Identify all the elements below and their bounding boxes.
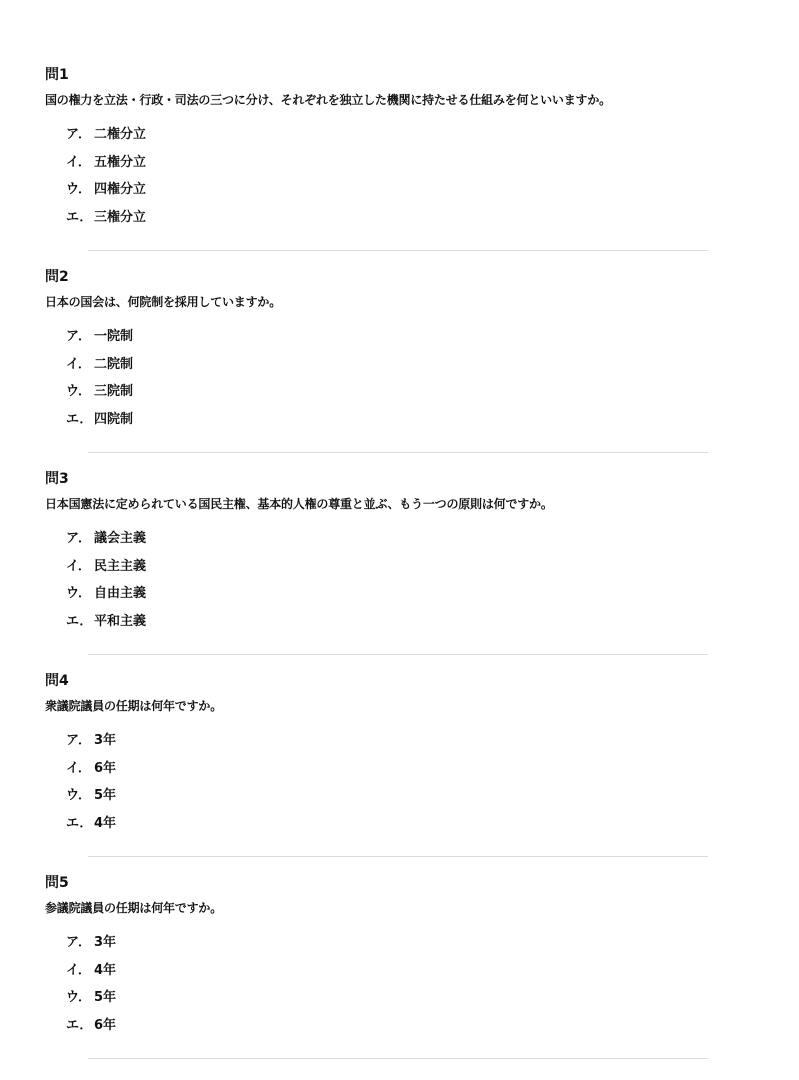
option-u — [66, 585, 146, 613]
option-label: 5年 — [94, 788, 117, 803]
option-label: 4年 — [94, 962, 117, 978]
question-4 — [0, 672, 799, 874]
option-mark: エ． — [66, 1017, 93, 1033]
option-i — [66, 356, 133, 384]
option-u — [66, 787, 116, 815]
option-mark: エ． — [66, 613, 93, 629]
option-list — [66, 934, 116, 1044]
option-label: 平和主義 — [94, 613, 147, 629]
option-i — [66, 558, 146, 586]
option-i — [66, 760, 116, 788]
question-divider — [88, 856, 708, 857]
option-mark: イ． — [66, 558, 91, 574]
question-divider — [88, 1058, 708, 1059]
option-i — [66, 962, 116, 990]
question-text: 国の権力を立法・行政・司法の三つに分け、それぞれを独立した機関に持たせる仕組みを何といいますか。 — [45, 93, 611, 107]
option-label: 3年 — [94, 733, 117, 748]
option-mark: エ． — [66, 209, 93, 225]
question-3 — [0, 470, 799, 672]
option-e — [66, 1017, 116, 1045]
option-mark: ウ． — [66, 182, 91, 197]
option-mark: ア． — [66, 329, 91, 344]
question-2 — [0, 268, 799, 470]
option-label: 四院制 — [94, 411, 134, 427]
option-label: 二権分立 — [94, 127, 147, 142]
question-text: 日本国憲法に定められている国民主権、基本的人権の尊重と並ぶ、もう一つの原則は何ですか。 — [45, 497, 553, 511]
question-text: 衆議院議員の任期は何年ですか。 — [45, 699, 223, 713]
question-number: 問2 — [45, 269, 69, 285]
option-label: 4年 — [94, 815, 117, 831]
option-label: 三権分立 — [94, 209, 147, 225]
option-mark: イ． — [66, 154, 91, 170]
option-a — [66, 732, 116, 760]
option-a — [66, 126, 146, 154]
question-1 — [0, 66, 799, 268]
question-5 — [0, 874, 799, 1076]
option-label: 五権分立 — [94, 154, 147, 170]
option-mark: ウ． — [66, 788, 91, 803]
option-mark: ア． — [66, 733, 91, 748]
option-list — [66, 126, 146, 236]
question-divider — [88, 250, 708, 251]
question-number: 問5 — [45, 875, 69, 891]
option-mark: イ． — [66, 962, 91, 978]
question-divider — [88, 654, 708, 655]
option-e — [66, 613, 146, 641]
option-mark: ウ． — [66, 384, 91, 399]
option-mark: エ． — [66, 411, 93, 427]
option-label: 3年 — [94, 935, 117, 950]
option-u — [66, 989, 116, 1017]
option-u — [66, 383, 133, 411]
option-label: 6年 — [94, 1017, 117, 1033]
option-a — [66, 934, 116, 962]
option-mark: イ． — [66, 760, 91, 776]
option-label: 一院制 — [94, 329, 134, 344]
option-label: 自由主義 — [94, 586, 147, 601]
option-label: 6年 — [94, 760, 117, 776]
option-mark: ア． — [66, 127, 91, 142]
option-mark: ア． — [66, 935, 91, 950]
question-text: 参議院議員の任期は何年ですか。 — [45, 901, 223, 915]
option-e — [66, 411, 133, 439]
question-number: 問1 — [45, 67, 69, 83]
option-label: 三院制 — [94, 384, 134, 399]
option-mark: ア． — [66, 531, 91, 546]
option-i — [66, 154, 146, 182]
option-e — [66, 209, 146, 237]
option-a — [66, 530, 146, 558]
option-list — [66, 732, 116, 842]
option-e — [66, 815, 116, 843]
option-a — [66, 328, 133, 356]
option-mark: イ． — [66, 356, 91, 372]
question-text: 日本の国会は、何院制を採用していますか。 — [45, 295, 282, 309]
option-list — [66, 530, 146, 640]
option-mark: エ． — [66, 815, 93, 831]
question-number: 問4 — [45, 673, 69, 689]
option-label: 二院制 — [94, 356, 134, 372]
option-u — [66, 181, 146, 209]
option-label: 民主主義 — [94, 558, 147, 574]
option-mark: ウ． — [66, 586, 91, 601]
option-label: 四権分立 — [94, 182, 147, 197]
option-label: 議会主義 — [94, 531, 147, 546]
question-number: 問3 — [45, 471, 69, 487]
question-divider — [88, 452, 708, 453]
option-label: 5年 — [94, 990, 117, 1005]
option-list — [66, 328, 133, 438]
option-mark: ウ． — [66, 990, 91, 1005]
